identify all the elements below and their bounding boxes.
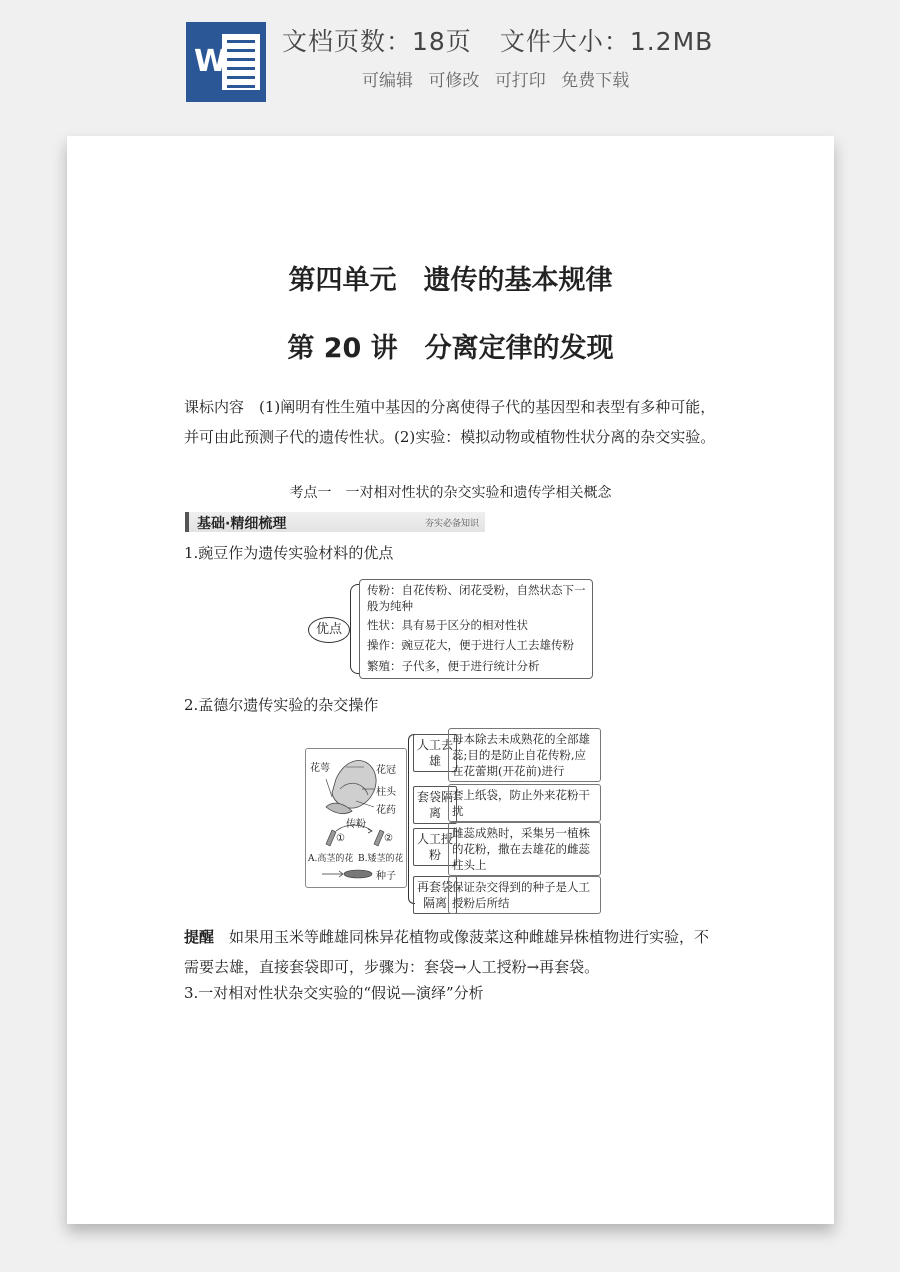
label-seed: 种子 — [376, 871, 396, 882]
flower-figure — [305, 748, 407, 888]
reminder-label: 提醒 — [184, 928, 215, 946]
feature-free-download: 免费下载 — [561, 71, 630, 91]
advantage-operation: 操作：豌豆花大，便于进行人工去雄传粉 — [367, 638, 574, 652]
reminder-paragraph — [184, 922, 724, 982]
file-size: 文件大小：1.2MB — [499, 27, 714, 56]
desc-pollination: 雌蕊成熟时，采集另一植株的花粉，撒在去雄花的雌蕊柱头上 — [448, 822, 601, 876]
label-number-1: ① — [336, 833, 345, 844]
step-rebagging: 再套袋隔离 — [413, 876, 457, 914]
desc-emasculation: 母本除去未成熟花的全部雄蕊;目的是防止自花传粉,应在花蕾期(开花前)进行 — [448, 728, 601, 782]
heading-cross-operation: 2.孟德尔遗传实验的杂交操作 — [184, 696, 379, 714]
word-document-icon — [186, 22, 266, 102]
reminder-text: 如果用玉米等雌雄同株异花植物或像菠菜这种雌雄异株植物进行实验，不需要去雄，直接套袋即可，步骤为：套袋→人工授粉→再套袋。 — [184, 928, 710, 976]
section-bar — [185, 512, 485, 532]
document-features — [362, 66, 629, 91]
curriculum-content: 课标内容 (1)阐明有性生殖中基因的分离使得子代的基因型和表型有多种可能，并可由此预测子代的遗传性状。(2)实验：模拟动物或植物性状分离的杂交实验。 — [184, 398, 716, 446]
download-header — [0, 0, 900, 120]
label-short-flower: B.矮茎的花 — [358, 854, 404, 864]
document-meta — [282, 22, 713, 58]
label-sepal: 花萼 — [310, 763, 330, 774]
document-page — [67, 136, 834, 1224]
advantage-pollination: 传粉：自花传粉、闭花受粉，自然状态下一般为纯种 — [367, 583, 586, 613]
heading-hypothesis-deduction: 3.一对相对性状杂交实验的“假说—演绎”分析 — [184, 984, 484, 1002]
section-bar-marker — [185, 512, 189, 532]
feature-modifiable: 可修改 — [428, 71, 480, 91]
section-bar-title: 基础·精细梳理 — [197, 516, 287, 532]
step-pollination: 人工授粉 — [413, 828, 457, 866]
feature-editable: 可编辑 — [362, 71, 413, 91]
feature-printable: 可打印 — [494, 71, 546, 91]
exam-point-title: 考点一 一对相对性状的杂交实验和遗传学相关概念 — [289, 485, 612, 501]
heading-pea-advantages: 1.豌豆作为遗传实验材料的优点 — [184, 544, 394, 562]
unit-title: 第四单元 遗传的基本规律 — [288, 265, 613, 296]
desc-rebagging: 保证杂交得到的种子是人工授粉后所结 — [448, 876, 601, 914]
advantages-brace — [350, 584, 359, 674]
step-emasculation: 人工去雄 — [413, 734, 457, 772]
label-anther: 花药 — [376, 805, 396, 816]
section-bar-subtitle: 夯实必备知识 — [424, 519, 479, 529]
advantages-node: 优点 — [308, 617, 350, 643]
label-tall-flower: A.高茎的花 — [308, 854, 354, 864]
word-icon-letter: W — [194, 44, 228, 79]
label-number-2: ② — [384, 833, 393, 844]
lecture-title: 第 20 讲 分离定律的发现 — [287, 333, 614, 364]
advantage-traits: 性状：具有易于区分的相对性状 — [367, 618, 528, 632]
label-stigma: 柱头 — [376, 787, 396, 798]
step-bagging: 套袋隔离 — [413, 786, 457, 824]
page-count: 文档页数：18页 — [282, 27, 472, 56]
label-corolla: 花冠 — [376, 765, 396, 776]
advantage-reproduction: 繁殖：子代多，便于进行统计分析 — [367, 659, 540, 673]
label-pollination: 传粉 — [346, 819, 366, 830]
desc-bagging: 套上纸袋，防止外来花粉干扰 — [448, 784, 601, 822]
